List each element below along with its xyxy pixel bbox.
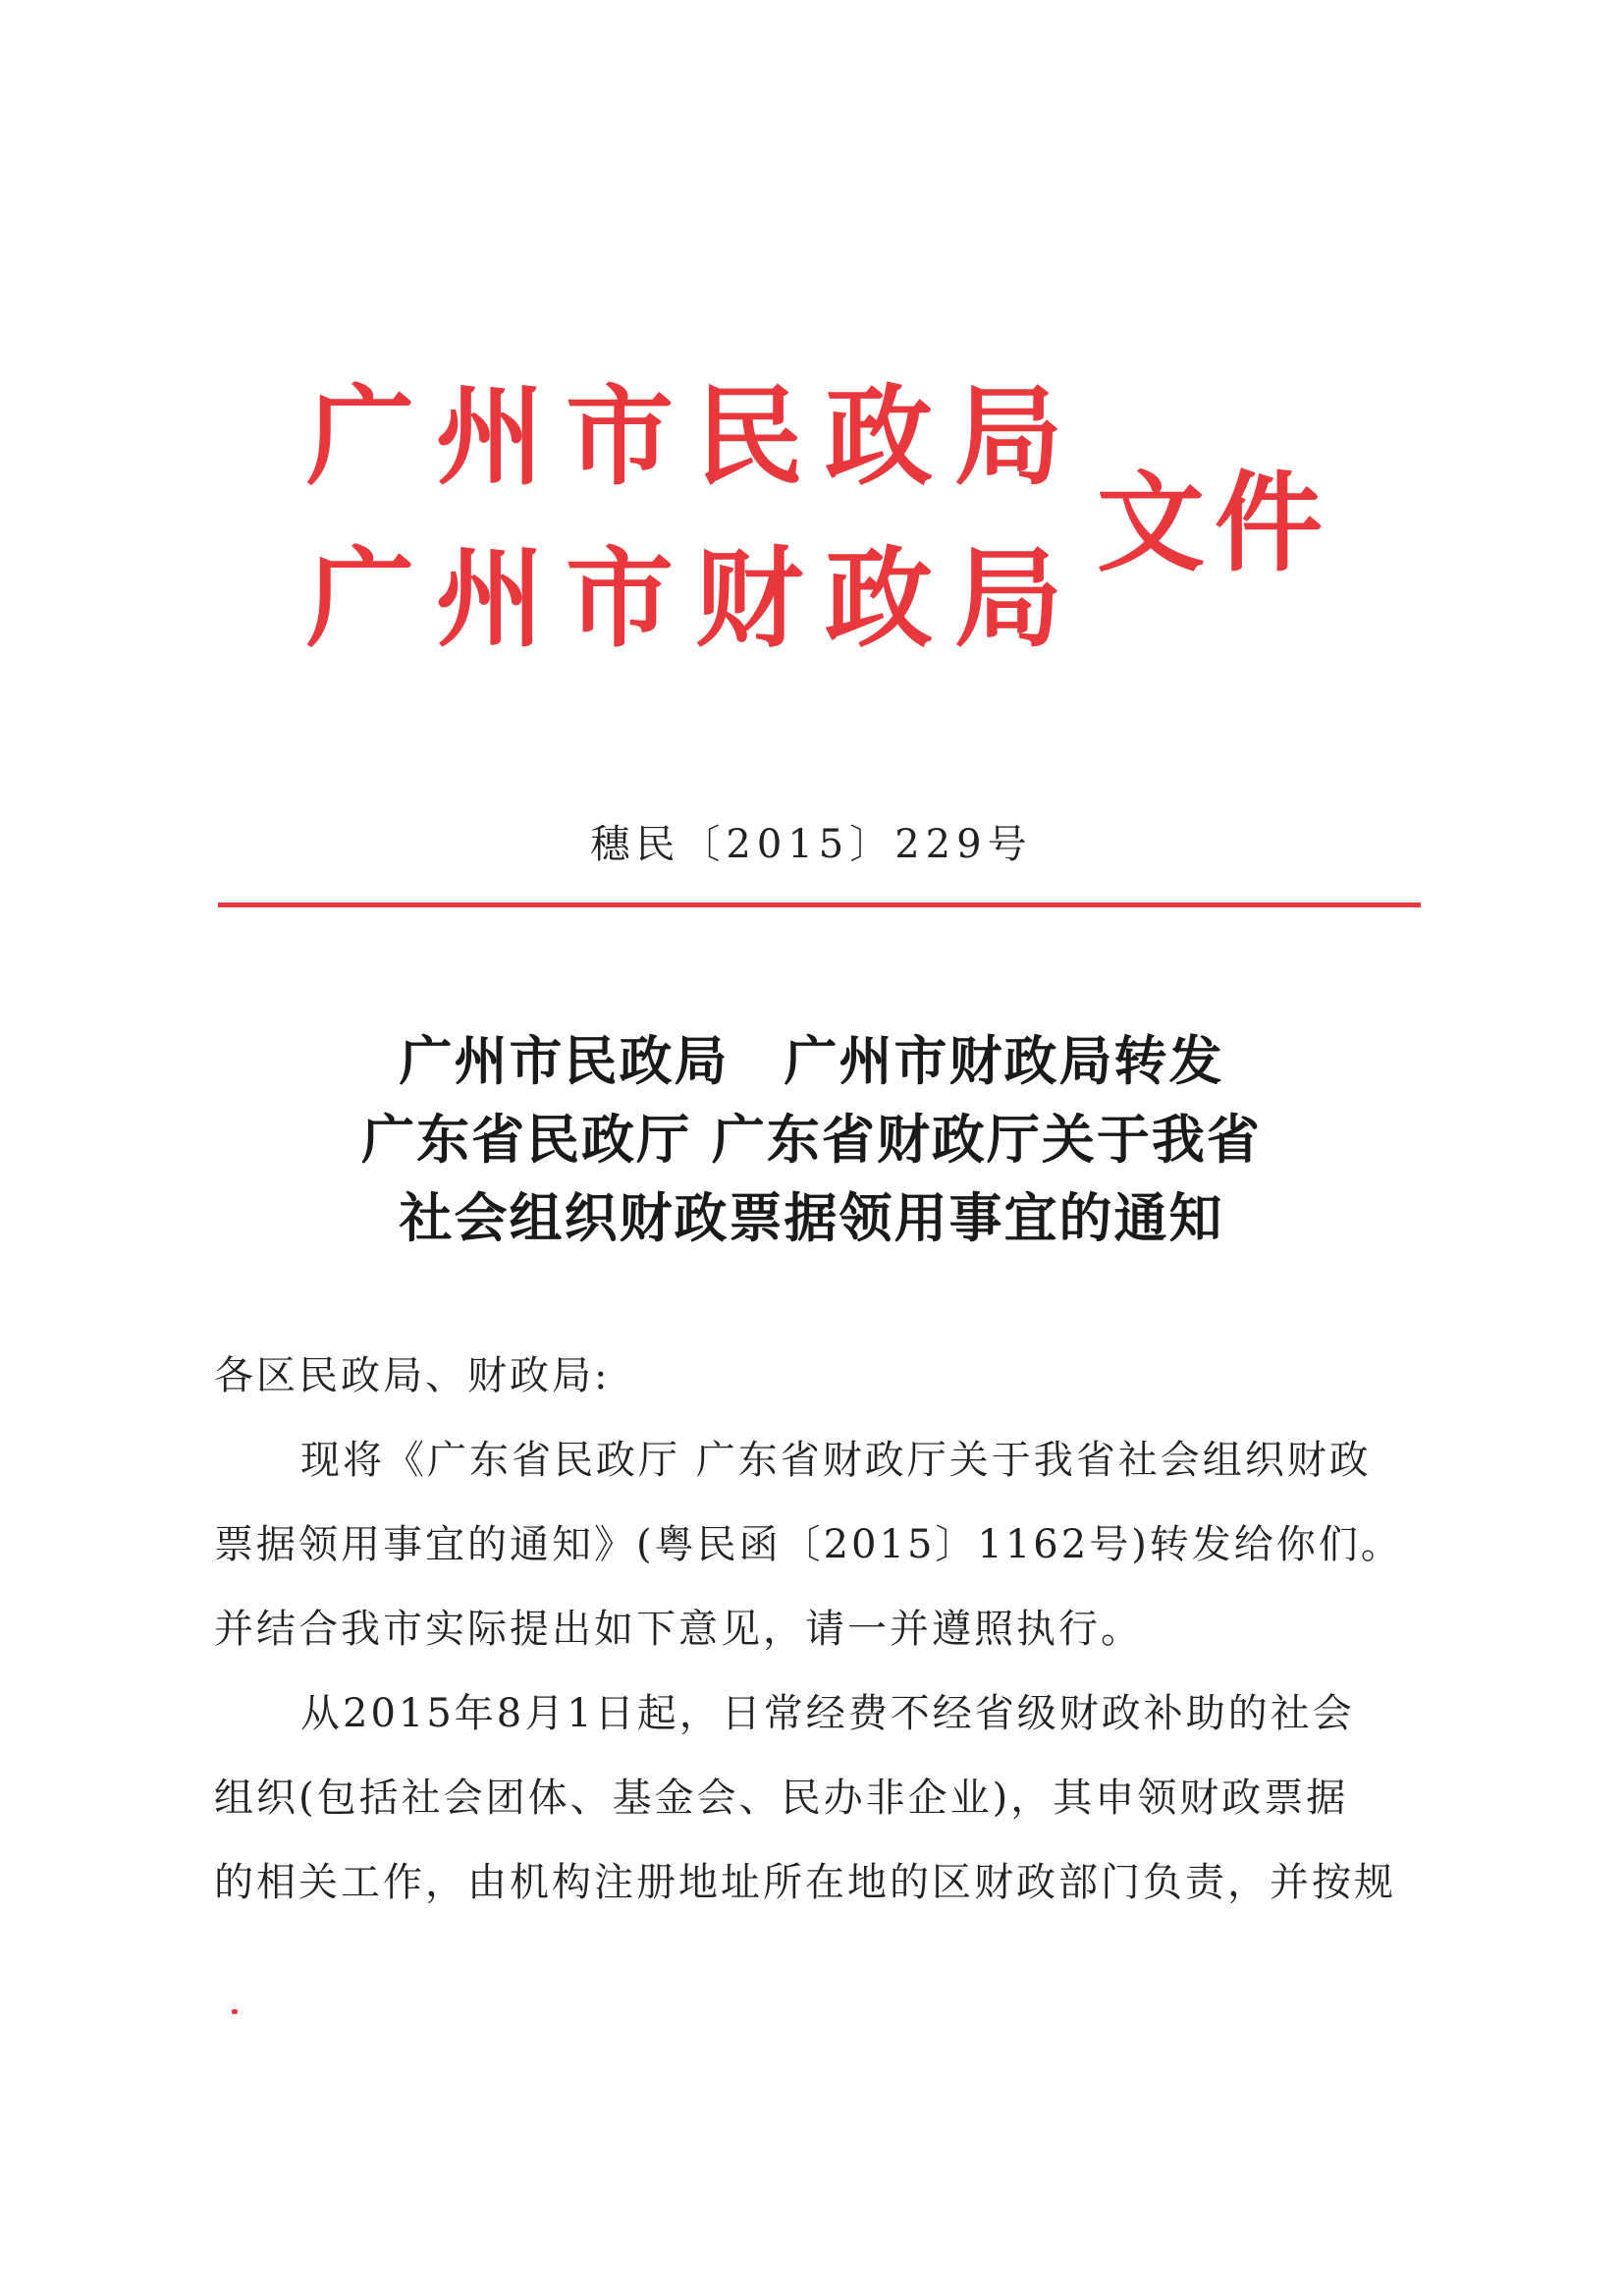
paragraph-line: 组织(包括社会团体、基金会、民办非企业)，其申领财政票据 [214, 1776, 1349, 1821]
salutation: 各区民政局、财政局: [214, 1353, 611, 1398]
red-separator-line [218, 902, 1421, 907]
paragraph-line: 票据领用事宜的通知》(粤民函〔2015〕1162号)转发给你们。 [214, 1522, 1403, 1567]
issuer-header [306, 373, 1386, 697]
issuer-name-civil-affairs: 广州市民政局 [306, 373, 1084, 500]
title-line: 社会组织财政票据领用事宜的通知 [399, 1186, 1224, 1249]
issuer-name-finance: 广州市财政局 [306, 535, 1084, 662]
document-number: 穗民〔2015〕229号 [590, 822, 1033, 867]
document-title [0, 1021, 1623, 1257]
title-line: 广州市民政局 广州市财政局转发 [399, 1029, 1224, 1092]
paragraph-line: 从2015年8月1日起，日常经费不经省级财政补助的社会 [300, 1691, 1355, 1736]
title-line: 广东省民政厅 广东省财政厅关于我省 [361, 1108, 1262, 1171]
issuer-suffix: 文件 [1097, 460, 1332, 586]
document-body [214, 1334, 1422, 1925]
paragraph-line: 的相关工作，由机构注册地址所在地的区财政部门负责，并按规 [214, 1860, 1396, 1905]
scan-mark [232, 2009, 238, 2014]
paragraph-line: 并结合我市实际提出如下意见，请一并遵照执行。 [214, 1607, 1143, 1652]
paragraph-line: 现将《广东省民政厅 广东省财政厅关于我省社会组织财政 [300, 1438, 1372, 1483]
